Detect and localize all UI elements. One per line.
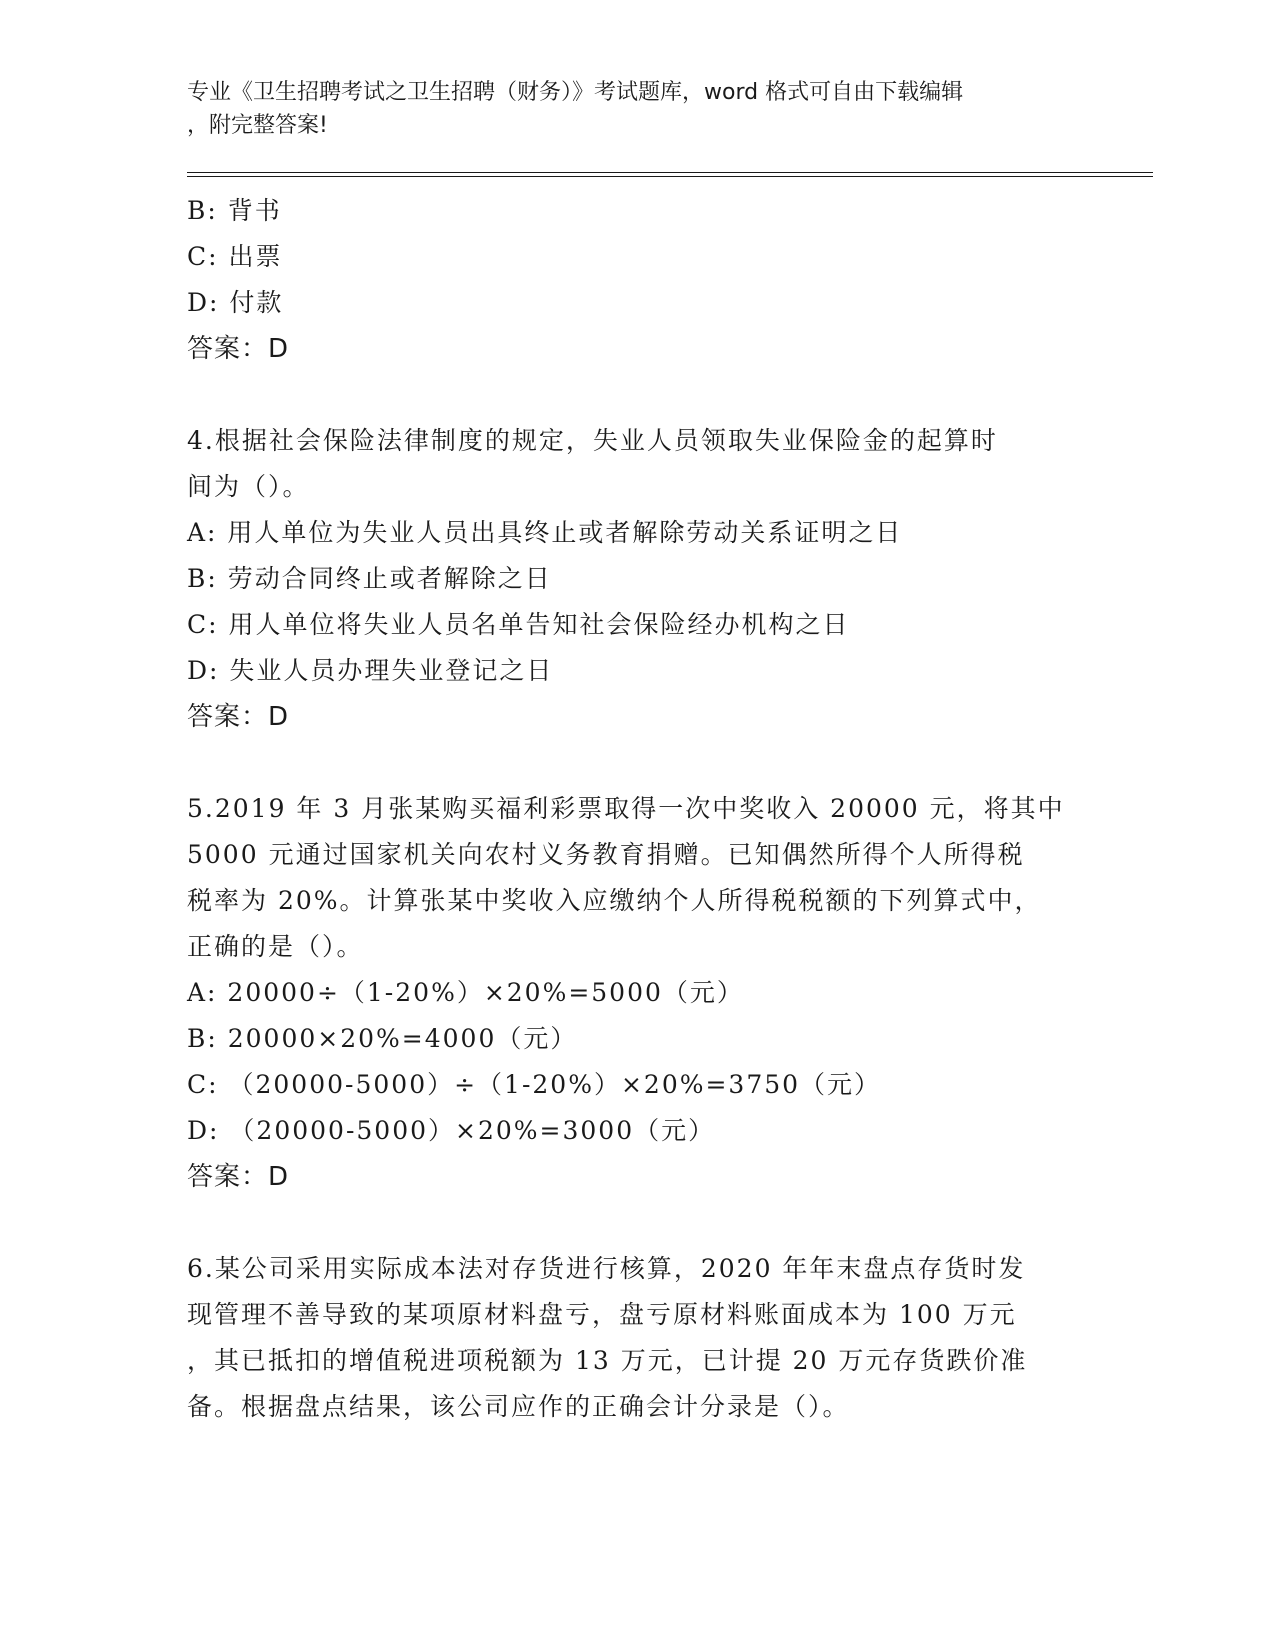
question-stem: 6.某公司采用实际成本法对存货进行核算，2020 年年末盘点存货时发: [187, 1254, 1026, 1283]
header-line-1: 专业《卫生招聘考试之卫生招聘（财务）》考试题库，word 格式可自由下载编辑: [187, 80, 964, 105]
answer: 答案：D: [187, 334, 290, 364]
question-stem: 5000 元通过国家机关向农村义务教育捐赠。已知偶然所得个人所得税: [187, 840, 1025, 869]
document-header: [187, 76, 1067, 142]
option-d: D: （20000-5000）×20%=3000（元）: [187, 1116, 716, 1145]
option-b: B: 20000×20%=4000（元）: [187, 1024, 578, 1053]
spacer: [187, 740, 1067, 786]
header-rule-top: [187, 172, 1153, 173]
question-stem: 税率为 20%。计算张某中奖收入应缴纳个人所得税税额的下列算式中，: [187, 886, 1042, 915]
question-stem: 现管理不善导致的某项原材料盘亏，盘亏原材料账面成本为 100 万元: [187, 1300, 1017, 1329]
question-6: [187, 1246, 1067, 1430]
question-content: [187, 188, 1067, 1430]
option-d: D: 付款: [187, 288, 284, 317]
answer: 答案：D: [187, 702, 290, 732]
question-stem: 5.2019 年 3 月张某购买福利彩票取得一次中奖收入 20000 元，将其中: [187, 794, 1065, 823]
option-a: A: 20000÷（1-20%）×20%=5000（元）: [187, 978, 744, 1007]
answer: 答案：D: [187, 1162, 290, 1192]
header-line-2: ，附完整答案!: [187, 113, 328, 138]
option-d: D: 失业人员办理失业登记之日: [187, 656, 554, 685]
question-3: [187, 188, 1067, 372]
question-stem: 备。根据盘点结果，该公司应作的正确会计分录是（）。: [187, 1392, 850, 1421]
question-stem: 正确的是（）。: [187, 932, 364, 961]
question-5: [187, 786, 1067, 1200]
question-stem: ，其已抵扣的增值税进项税额为 13 万元，已计提 20 万元存货跌价准: [187, 1346, 1028, 1375]
option-b: B: 背书: [187, 196, 282, 225]
option-a: A: 用人单位为失业人员出具终止或者解除劳动关系证明之日: [187, 518, 903, 547]
question-stem: 间为（）。: [187, 472, 310, 501]
option-b: B: 劳动合同终止或者解除之日: [187, 564, 552, 593]
option-c: C: 用人单位将失业人员名单告知社会保险经办机构之日: [187, 610, 850, 639]
question-stem: 4.根据社会保险法律制度的规定，失业人员领取失业保险金的起算时: [187, 426, 998, 455]
question-4: [187, 418, 1067, 740]
option-c: C: （20000-5000）÷（1-20%）×20%=3750（元）: [187, 1070, 882, 1099]
spacer: [187, 372, 1067, 418]
option-c: C: 出票: [187, 242, 283, 271]
header-rule-bottom: [187, 176, 1153, 177]
spacer: [187, 1200, 1067, 1246]
